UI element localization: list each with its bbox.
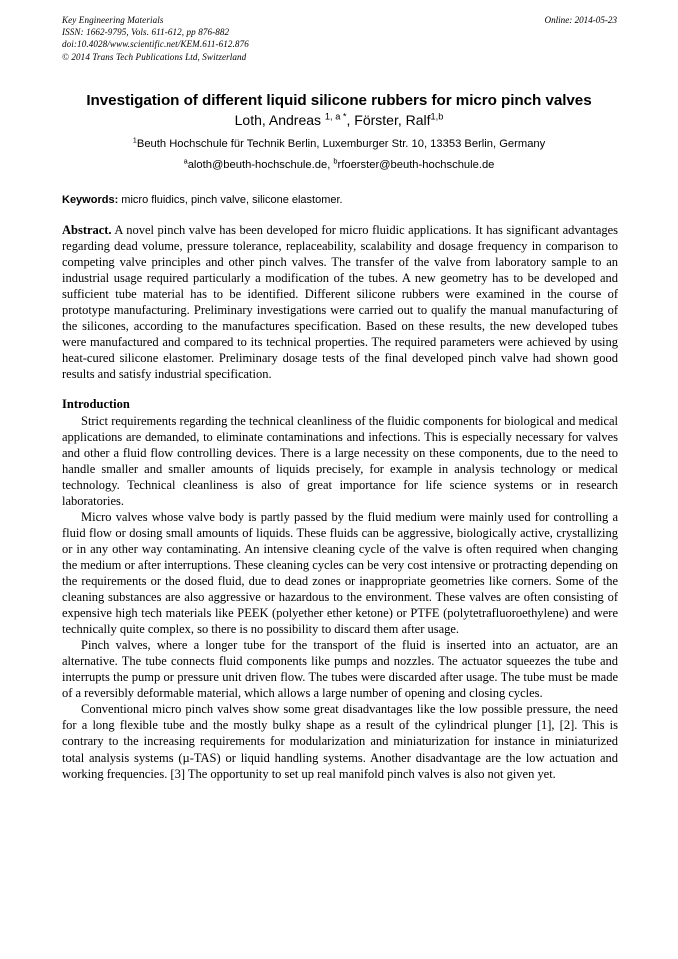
journal-name: Key Engineering Materials: [62, 15, 164, 25]
introduction-paragraph-3: Pinch valves, where a longer tube for the transport of the fluid is inserted into an actuator, are an alternative. The tube connects fluid components like pumps and nozzles. The actuator squeezes the tube and interrupts the pump or pressure unit driven flow. The tubes were discarded after usage. The tube must be made of a reversibly deformable material, which allows a large number of opening and closing cycles.: [62, 638, 618, 701]
abstract-label: Abstract.: [62, 223, 112, 237]
author-emails: [50, 158, 628, 173]
affiliation-mark: 1: [132, 135, 137, 145]
keywords-label: Keywords:: [62, 194, 119, 206]
keywords-value: micro fluidics, pinch valve, silicone elastomer.: [118, 194, 343, 206]
section-heading-introduction: Introduction: [62, 397, 130, 412]
page-title: Investigation of different liquid silicone rubbers for micro pinch valves: [86, 92, 592, 110]
journal-doi: doi:10.4028/www.scientific.net/KEM.611-612.876: [62, 39, 249, 50]
author-name-1: Loth, Andreas: [234, 112, 322, 128]
abstract-text: A novel pinch valve has been developed for micro fluidic applications. It has significant advantages regarding dead volume, pressure tolerance, replaceability, scalability and dosage frequency in comparison to competing valve principles and other pinch valves. The transfer of the valve from laboratory sample to an industrial usage required particularly a modification of the tubes. A new geometry has to be developed and sufficient tube material has to be identified. Different silicone rubbers were examined in the course of prototype manufacturing. Preliminary investigations were carried out to qualify the manual manufacturing of the silicones, according to the manufactures specification. Based on these results, the new developed tubes were manufactured and compared to its technical properties. The required parameters were achieved by using heat-cured silicone elastomer. Preliminary dosage tests of the final developed pinch valve had shown good results and satisfy industrial specification.: [62, 223, 618, 382]
affiliation: [50, 137, 628, 152]
affiliation-text: Beuth Hochschule für Technik Berlin, Luxemburger Str. 10, 13353 Berlin, Germany: [136, 138, 546, 150]
introduction-paragraph-1: Strict requirements regarding the technical cleanliness of the fluidic components for biological and medical applications are demanded, to eliminate contaminations and infections. This is especially necessary for valves and other a fluid flow controlling devices. There is a large necessity on these components, due to the need to handle smaller and smaller amounts of liquids precisely, for example in analysis technology or medical technology. Technical cleanliness is also of great importance for life science systems or in research laboratories.: [62, 413, 618, 508]
email-separator: ,: [327, 159, 334, 171]
online-publication-date: Online: 2014-05-23: [544, 15, 617, 25]
author-marks-1: 1, a *: [324, 111, 347, 122]
article-body: [62, 222, 618, 782]
spacer-before-introduction: [62, 382, 618, 396]
introduction-paragraph-4: Conventional micro pinch valves show some great disadvantages like the low possible pressure, the need for a long flexible tube and the mostly bulky shape as a result of the cylindrical plunger [1], [2]. This is contrary to the increasing requirements for modularization and miniaturization for instance in miniaturized total analysis systems (µ-TAS) or liquid handling systems. Another disadvantage are the low actuation and working frequencies. [3] The opportunity to set up real manifold pinch valves is also not given yet.: [62, 702, 618, 781]
journal-issn-volume: ISSN: 1662-9795, Vols. 611-612, pp 876-882: [62, 27, 230, 38]
keywords-line: [62, 193, 617, 208]
email-mark-b: b: [333, 156, 338, 166]
abstract-paragraph: [62, 222, 618, 382]
author-marks-2: 1,b: [430, 111, 444, 122]
introduction-paragraph-2: Micro valves whose valve body is partly passed by the fluid medium were mainly used for controlling a fluid flow or dosing small amounts of liquids. These fluids can be aggressive, biologically active, crystallizing or in any other way contaminating. An intensive cleaning cycle of the valve is often required when changing the medium or after interruptions. These cleaning cycles can be very cost intensive or protracting depending on the requirements or the dosed fluid, due to dead zones or inappropriate geometries like corners. Some of the cleaning substances are also aggressive or hazardous to the environment. These valves are often consisting of expensive high tech materials like PEEK (polyether ether ketone) or PTFE (polytetrafluoroethylene) and were technically quite complex, so there is no possibility to discard them after usage.: [62, 509, 618, 637]
masthead-left-block: [62, 14, 249, 63]
email-mark-a: a: [183, 156, 188, 166]
journal-copyright: © 2014 Trans Tech Publications Ltd, Switzerland: [62, 51, 247, 62]
author-name-2: Förster, Ralf: [354, 112, 431, 128]
email-address-a[interactable]: aloth@beuth-hochschule.de: [187, 159, 328, 171]
email-address-b[interactable]: rfoerster@beuth-hochschule.de: [337, 159, 495, 171]
journal-masthead: [62, 14, 617, 70]
author-list: Loth, Andreas $^{1, a *}$, Förster, Ralf$^{1,b}$: [234, 111, 444, 128]
